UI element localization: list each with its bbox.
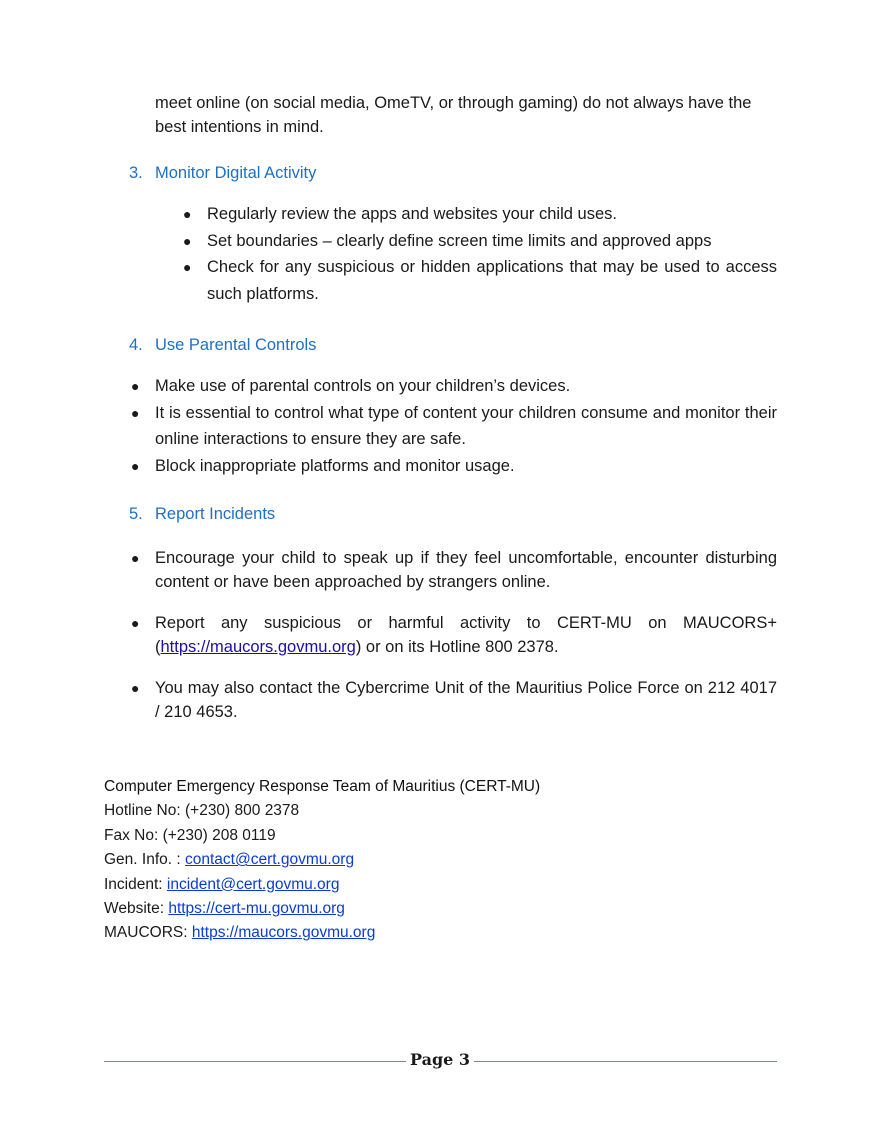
- bullet-icon: ●: [183, 232, 192, 249]
- list-item: ● Report any suspicious or harmful activity to CERT-MU on MAUCORS+ (https://maucors.govmu.org) or on its Hotline 800 2378.: [155, 611, 777, 659]
- bullet-icon: ●: [131, 680, 140, 696]
- contact-maucors: MAUCORS: https://maucors.govmu.org: [104, 924, 376, 942]
- list-item: ● Regularly review the apps and websites your child uses.: [207, 201, 777, 228]
- list-item: ● Set boundaries – clearly define screen time limits and approved apps: [207, 228, 777, 255]
- section-4-number: 4.: [129, 336, 143, 354]
- footer-rule-left: [104, 1061, 406, 1062]
- section-5-title: Report Incidents: [155, 505, 276, 523]
- section-5-bullet-3: [131, 676, 777, 724]
- bullet-icon: ●: [131, 550, 140, 566]
- section-5-number: 5.: [129, 505, 143, 523]
- intro-paragraph: [155, 91, 777, 139]
- section-5-heading: [129, 503, 275, 525]
- contact-gen-info: Gen. Info. : contact@cert.govmu.org: [104, 851, 355, 869]
- list-item: ● You may also contact the Cybercrime Unit of the Mauritius Police Force on 212 4017 / 210 4653.: [155, 676, 777, 724]
- intro-line-1: meet online (on social media, OmeTV, or through gaming) do not always have the: [155, 94, 752, 112]
- bullet-icon: ●: [183, 206, 192, 222]
- section-3-title: Monitor Digital Activity: [155, 164, 317, 182]
- intro-line-2: best intentions in mind.: [155, 118, 324, 136]
- contact-incident: Incident: incident@cert.govmu.org: [104, 875, 340, 893]
- section-3-list: [183, 201, 777, 307]
- page-number: Page 3: [409, 1050, 471, 1069]
- website-link[interactable]: https://cert-mu.govmu.org: [168, 900, 345, 918]
- list-item: ● Make use of parental controls on your children’s devices.: [155, 373, 777, 400]
- list-item: ● Encourage your child to speak up if they feel uncomfortable, encounter disturbing content or have been approached by strangers online.: [155, 546, 777, 594]
- section-5-bullet-1: [131, 546, 777, 594]
- maucors-link[interactable]: https://maucors.govmu.org: [160, 638, 356, 656]
- section-3-heading: [129, 162, 316, 184]
- section-4-heading: [129, 334, 316, 356]
- section-5-bullet-2: [131, 611, 777, 659]
- bullet-icon: ●: [183, 259, 192, 276]
- contact-org-name: Computer Emergency Response Team of Mauritius (CERT-MU): [104, 778, 541, 795]
- footer-rule-right: [474, 1061, 777, 1062]
- list-item: ● It is essential to control what type of content your children consume and monitor their online interactions to ensure they are safe.: [155, 400, 777, 453]
- bullet-icon: ●: [131, 404, 140, 421]
- section-4-title: Use Parental Controls: [155, 336, 317, 354]
- incident-email-link[interactable]: incident@cert.govmu.org: [166, 875, 340, 893]
- bullet-icon: ●: [131, 378, 140, 394]
- bullet-icon: ●: [131, 457, 140, 474]
- contact-fax: Fax No: (+230) 208 0119: [104, 826, 276, 844]
- contact-email-link[interactable]: contact@cert.govmu.org: [185, 851, 355, 869]
- contact-hotline: Hotline No: (+230) 800 2378: [104, 802, 300, 820]
- bullet-icon: ●: [131, 615, 140, 631]
- list-item: ● Block inappropriate platforms and monitor usage.: [155, 453, 777, 480]
- section-4-list: [131, 373, 777, 479]
- section-3-number: 3.: [129, 164, 143, 182]
- list-item: ● Check for any suspicious or hidden applications that may be used to access such platforms.: [207, 254, 777, 307]
- contact-website: Website: https://cert-mu.govmu.org: [104, 900, 345, 918]
- maucors-site-link[interactable]: https://maucors.govmu.org: [191, 924, 376, 942]
- contact-block: [104, 775, 664, 946]
